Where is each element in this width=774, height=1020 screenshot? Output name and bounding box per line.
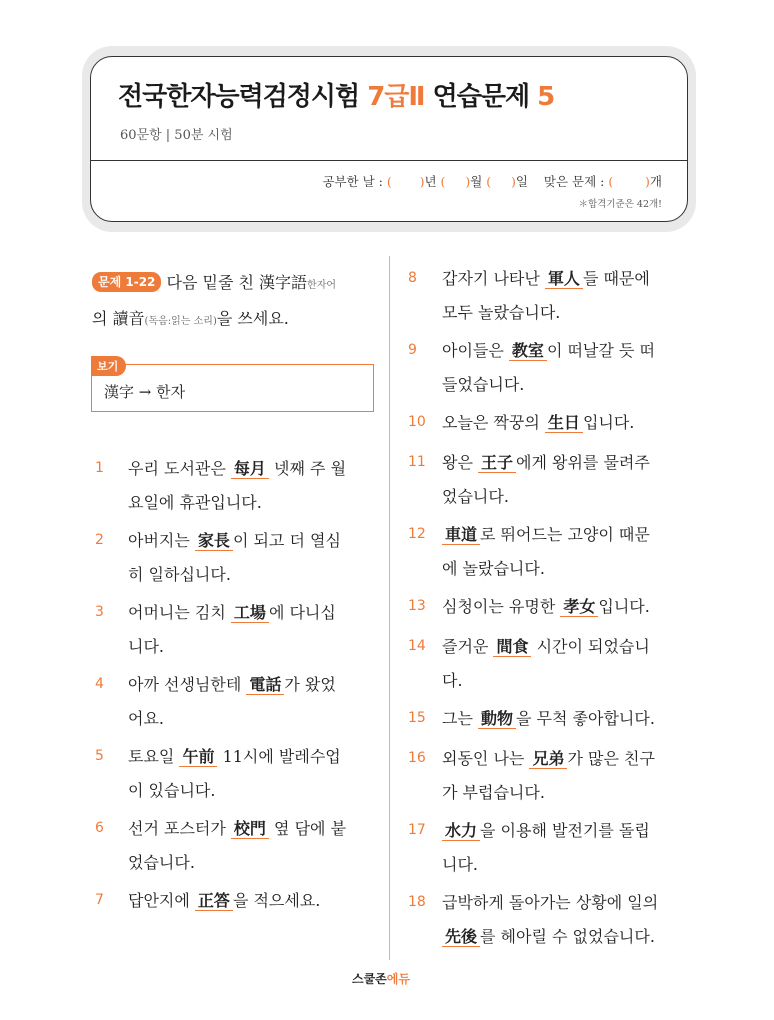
question-number: 9 <box>408 342 417 358</box>
question-text-line2: 었습니다. <box>128 853 195 872</box>
question-number: 18 <box>408 894 426 910</box>
question-number: 13 <box>408 598 426 614</box>
underlined-hanja: 動物 <box>478 709 516 729</box>
underlined-hanja: 生日 <box>545 413 583 433</box>
question-text <box>442 518 692 586</box>
question-text-post: 을 이용해 발전기를 돌립 <box>480 821 650 840</box>
question-text-line2: 를 헤아릴 수 없었습니다. <box>480 927 655 946</box>
underlined-hanja: 先後 <box>442 927 480 947</box>
question-number: 3 <box>95 604 104 620</box>
underlined-hanja: 車道 <box>442 525 480 545</box>
underlined-hanja: 王子 <box>478 453 516 473</box>
underlined-hanja: 午前 <box>179 747 217 767</box>
question-text <box>128 740 378 808</box>
question-number: 15 <box>408 710 426 726</box>
question-text-line2: 요일에 휴관입니다. <box>128 493 262 512</box>
page-title: 전국한자능력검정시험 7급Ⅱ 연습문제 5 <box>118 82 555 112</box>
pass-note: ＊합격기준은 42개! <box>578 199 662 210</box>
question-text-pre: 오늘은 짝꿍의 <box>442 413 545 432</box>
question-text-pre: 아까 선생님한테 <box>128 675 247 694</box>
question-text-post: 입니다. <box>582 413 635 432</box>
question-text-post: 가 왔었 <box>284 675 336 694</box>
question-text-pre: 답안지에 <box>128 891 195 910</box>
question-number: 10 <box>408 414 426 430</box>
question-text-pre: 선거 포스터가 <box>128 819 231 838</box>
publisher-logo: 스쿨존에듀 <box>352 972 410 986</box>
instruction: 문제 1-22 다음 밑줄 친 漢字語한자어 의 讀音(독음:읽는 소리)을 쓰세요. <box>92 273 337 328</box>
question-text-line2: 어요. <box>128 709 164 728</box>
question-number: 6 <box>95 820 104 836</box>
question-text-post: 이 되고 더 열심 <box>232 531 341 550</box>
question-text-pre: 갑자기 나타난 <box>442 269 545 288</box>
question-text <box>442 702 692 736</box>
question-text-post: 을 적으세요. <box>232 891 321 910</box>
example-label: 보기 <box>91 356 126 376</box>
question-text <box>128 884 378 918</box>
question-text-line2: 니다. <box>442 855 478 874</box>
question-text-line2: 가 부럽습니다. <box>442 783 545 802</box>
underlined-hanja: 校門 <box>231 819 269 839</box>
question-text-pre: 아버지는 <box>128 531 195 550</box>
question-text-post: 옆 담에 붙 <box>268 819 347 838</box>
question-text-post: 11시에 발레수업 <box>217 747 341 766</box>
question-number: 2 <box>95 532 104 548</box>
question-text <box>128 668 378 736</box>
question-number: 16 <box>408 750 426 766</box>
question-text <box>442 262 692 330</box>
underlined-hanja: 水力 <box>442 821 480 841</box>
question-text-post: 입니다. <box>598 597 650 616</box>
question-text-pre: 왕은 <box>442 453 478 472</box>
question-text <box>442 406 692 440</box>
question-number: 17 <box>408 822 426 838</box>
underlined-hanja: 兄弟 <box>529 749 567 769</box>
question-text <box>442 590 692 624</box>
question-number: 11 <box>408 454 426 470</box>
underlined-hanja: 軍人 <box>545 269 583 289</box>
question-text-pre: 그는 <box>442 709 478 728</box>
question-text-line2: 니다. <box>128 637 164 656</box>
question-text-line2: 히 일하십니다. <box>128 565 231 584</box>
underlined-hanja: 教室 <box>509 341 547 361</box>
underlined-hanja: 電話 <box>246 675 284 695</box>
question-text-pre: 토요일 <box>128 747 180 766</box>
question-text-line2: 들었습니다. <box>442 375 525 394</box>
question-text-post: 넷째 주 월 <box>268 459 347 478</box>
question-number: 7 <box>95 892 104 908</box>
question-text <box>442 886 692 954</box>
question-text-pre: 어머니는 김치 <box>128 603 231 622</box>
underlined-hanja: 正答 <box>195 891 233 911</box>
question-text <box>442 814 692 882</box>
test-info: 60문항 | 50분 시험 <box>120 128 233 143</box>
underlined-hanja: 工場 <box>231 603 269 623</box>
underlined-hanja: 間食 <box>493 637 531 657</box>
underlined-hanja: 家長 <box>195 531 233 551</box>
question-text-pre: 심청이는 유명한 <box>442 597 561 616</box>
question-text-pre: 외동인 나는 <box>442 749 530 768</box>
question-text <box>442 334 692 402</box>
question-text <box>128 812 378 880</box>
study-record: 공부한 날 : ( )년 ( )월 ( )일 맞은 문제 : ( )개 <box>322 174 662 189</box>
question-number: 4 <box>95 676 104 692</box>
header-divider <box>91 160 687 161</box>
example-box: 漢字 → 한자 <box>91 364 374 412</box>
question-text <box>128 596 378 664</box>
question-text-line2: 모두 놀랐습니다. <box>442 303 561 322</box>
question-text-pre: 아이들은 <box>442 341 509 360</box>
question-text-line2: 이 있습니다. <box>128 781 216 800</box>
question-text-post: 에 다니십 <box>268 603 336 622</box>
question-text <box>128 452 378 520</box>
question-text <box>442 446 692 514</box>
question-text-pre: 급박하게 돌아가는 상황에 일의 <box>442 893 659 912</box>
question-number: 8 <box>408 270 417 286</box>
question-text-pre: 우리 도서관은 <box>128 459 231 478</box>
underlined-hanja: 孝女 <box>560 597 598 617</box>
question-text-post: 시간이 되었습니 <box>531 637 650 656</box>
underlined-hanja: 每月 <box>231 459 269 479</box>
question-text <box>442 742 692 810</box>
question-number: 14 <box>408 638 426 654</box>
question-number: 5 <box>95 748 104 764</box>
question-text-line2: 에 놀랐습니다. <box>442 559 545 578</box>
question-text-post: 로 뛰어드는 고양이 때문 <box>480 525 650 544</box>
question-text-post: 을 무척 좋아합니다. <box>516 709 655 728</box>
question-text <box>442 630 692 698</box>
question-text <box>128 524 378 592</box>
column-divider <box>389 256 390 960</box>
question-text-post: 들 때문에 <box>582 269 650 288</box>
question-text-line2: 다. <box>442 671 463 690</box>
question-text-pre: 즐거운 <box>442 637 494 656</box>
question-text-post: 이 떠날갈 듯 떠 <box>546 341 655 360</box>
question-number: 12 <box>408 526 426 542</box>
question-text-post: 가 많은 친구 <box>567 749 655 768</box>
question-text-post: 에게 왕위를 물려주 <box>516 453 650 472</box>
question-number: 1 <box>95 460 104 476</box>
question-range-badge: 문제 1-22 <box>92 272 161 292</box>
question-text-line2: 었습니다. <box>442 487 509 506</box>
